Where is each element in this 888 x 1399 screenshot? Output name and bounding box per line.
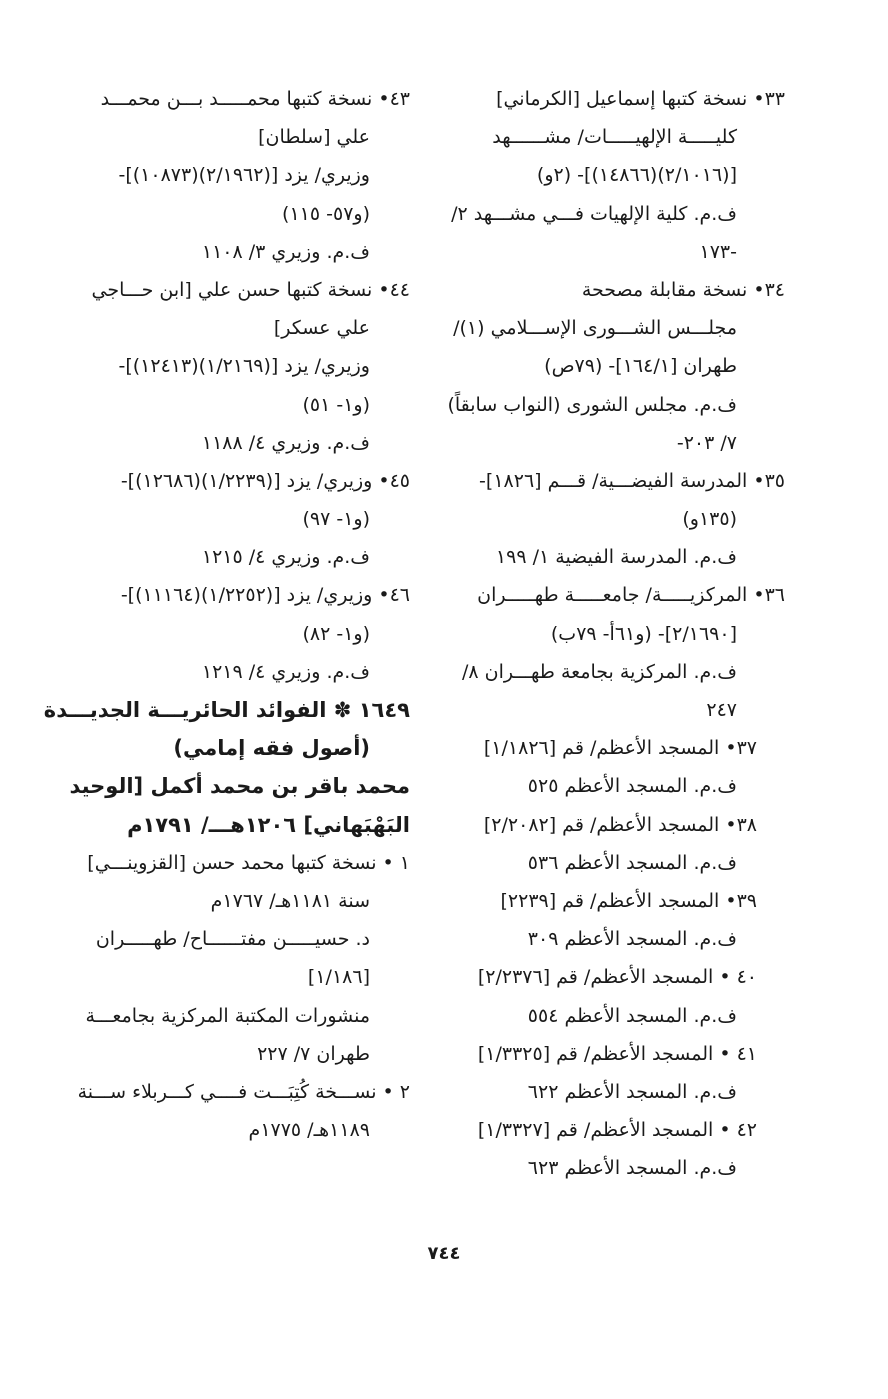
text-line: [٢/١٦٩٠]- (و٦١أ- ٧٩ب): [550, 622, 737, 645]
text-line: ف.م. المسجد الأعظم ٣٠٩: [527, 928, 737, 951]
text-line: ف.م. كلية الإلهيات فـــي مشـــهد ٢/: [451, 202, 737, 225]
text-line: (و١- ٥١): [302, 393, 370, 416]
left-column: [43, 80, 410, 1149]
text-line: ف.م. المركزية بجامعة طهـــران ٨/: [461, 660, 737, 683]
text-line: (و٥٧- ١١٥): [282, 202, 370, 225]
text-line: وزيري/ يزد [(١/٢١٦٩)(١٢٤١٣)]-: [118, 355, 370, 378]
text-line: ٣٤• نسخة مقابلة مصححة: [581, 278, 785, 301]
text-line: ف.م. المسجد الأعظم ٥٥٤: [527, 1004, 737, 1027]
text-line: -١٧٣: [699, 240, 737, 263]
text-line: ف.م. المسجد الأعظم ٥٣٦: [527, 851, 737, 874]
text-line: ٤٢ • المسجد الأعظم/ قم [١/٣٣٢٧]: [477, 1119, 757, 1142]
text-line: ٣٥• المدرسة الفيضـــية/ قـــم [١٨٢٦]-: [479, 469, 785, 492]
text-line: كليـــــة الإلهيـــــات/ مشــــــهد: [492, 126, 737, 149]
text-line: ف.م. وزيري ٤/ ١٢١٩: [201, 660, 370, 683]
text-line: ف.م. مجلس الشورى (النواب سابقاً): [447, 393, 737, 416]
text-line: د. حسيـــــن مفتــــــاح/ طهـــــران: [95, 928, 370, 951]
text-line: ف.م. المسجد الأعظم ٦٢٣: [527, 1157, 737, 1180]
text-line: ٢ • نســـخة كُتِبَـــت فــــي كـــربلاء ســـنة: [77, 1080, 410, 1103]
text-line: طهران ٧/ ٢٢٧: [257, 1042, 370, 1065]
text-line: ٣٧• المسجد الأعظم/ قم [١/١٨٢٦]: [483, 737, 757, 760]
text-line: (و١- ٨٢): [302, 622, 370, 645]
text-line: ١٦٤٩ ✽ الفوائد الحائريـــة الجديـــدة: [43, 698, 410, 722]
text-line: ٧/ ٢٠٣-: [676, 431, 737, 454]
text-line: ف.م. وزيري ٣/ ١١٠٨: [201, 240, 370, 263]
text-line: سنة ١١٨١هـ/ ١٧٦٧م: [210, 889, 370, 912]
text-line: (١٣٥و): [682, 508, 737, 531]
text-line: ف.م. وزيري ٤/ ١١٨٨: [201, 431, 370, 454]
text-line: [(٢/١٠١٦)(١٤٨٦٦)]- (٢و): [536, 164, 737, 187]
text-line: ٤٥• وزيري/ يزد [(١/٢٢٣٩)(١٢٦٨٦)]-: [120, 469, 410, 492]
text-line: ٤٣• نسخة كتبها محمـــــد بـــن محمـــد: [100, 88, 410, 110]
text-line: [١/١٨٦]: [307, 966, 370, 989]
text-line: ١١٨٩هـ/ ١٧٧٥م: [248, 1119, 370, 1142]
page-number: ٧٤٤: [427, 1243, 461, 1264]
text-line: ١ • نسخة كتبها محمد حسن [القزوينـــي]: [87, 851, 410, 874]
text-line: منشورات المكتبة المركزية بجامعـــة: [85, 1004, 370, 1027]
text-line: ٤٤• نسخة كتبها حسن علي [ابن حـــاجي: [91, 278, 410, 301]
right-column: [445, 80, 785, 1187]
text-line: ٣٣• نسخة كتبها إسماعيل [الكرماني]: [496, 88, 785, 110]
text-line: علي [سلطان]: [258, 126, 370, 149]
text-line: ف.م. المسجد الأعظم ٦٢٢: [527, 1080, 737, 1103]
text-line: علي عسكر]: [273, 317, 370, 340]
text-line: ف.م. المسجد الأعظم ٥٢٥: [527, 775, 737, 798]
text-line: وزيري/ يزد [(٢/١٩٦٢)(١٠٨٧٣)]-: [118, 164, 370, 187]
text-line: ٤٠ • المسجد الأعظم/ قم [٢/٢٣٧٦]: [477, 966, 757, 989]
text-line: طهران [١٦٤/١]- (٧٩ص): [544, 355, 737, 378]
text-line: ٤١ • المسجد الأعظم/ قم [١/٣٣٢٥]: [477, 1042, 757, 1065]
text-line: مجلـــس الشـــورى الإســـلامي (١)/: [453, 317, 737, 340]
text-line: ٢٤٧: [706, 699, 737, 721]
text-line: ف.م. المدرسة الفيضية ١/ ١٩٩: [495, 546, 737, 569]
text-line: ٣٩• المسجد الأعظم/ قم [٢٢٣٩]: [500, 889, 757, 912]
text-line: ف.م. وزيري ٤/ ١٢١٥: [201, 546, 370, 569]
text-line: (و١- ٩٧): [302, 508, 370, 531]
text-line: (أصول فقه إمامي): [173, 736, 370, 761]
text-line: البَهْبَهاني] ١٢٠٦هـــ/ ١٧٩١م: [127, 812, 410, 837]
text-line: محمد باقر بن محمد أكمل [الوحيد: [69, 774, 410, 799]
text-line: ٣٦• المركزيـــــة/ جامعـــــة طهـــــران: [477, 584, 785, 607]
text-line: ٤٦• وزيري/ يزد [(١/٢٢٥٢)(١١١٦٤)]-: [120, 584, 410, 607]
text-line: ٣٨• المسجد الأعظم/ قم [٢/٢٠٨٢]: [483, 813, 757, 836]
